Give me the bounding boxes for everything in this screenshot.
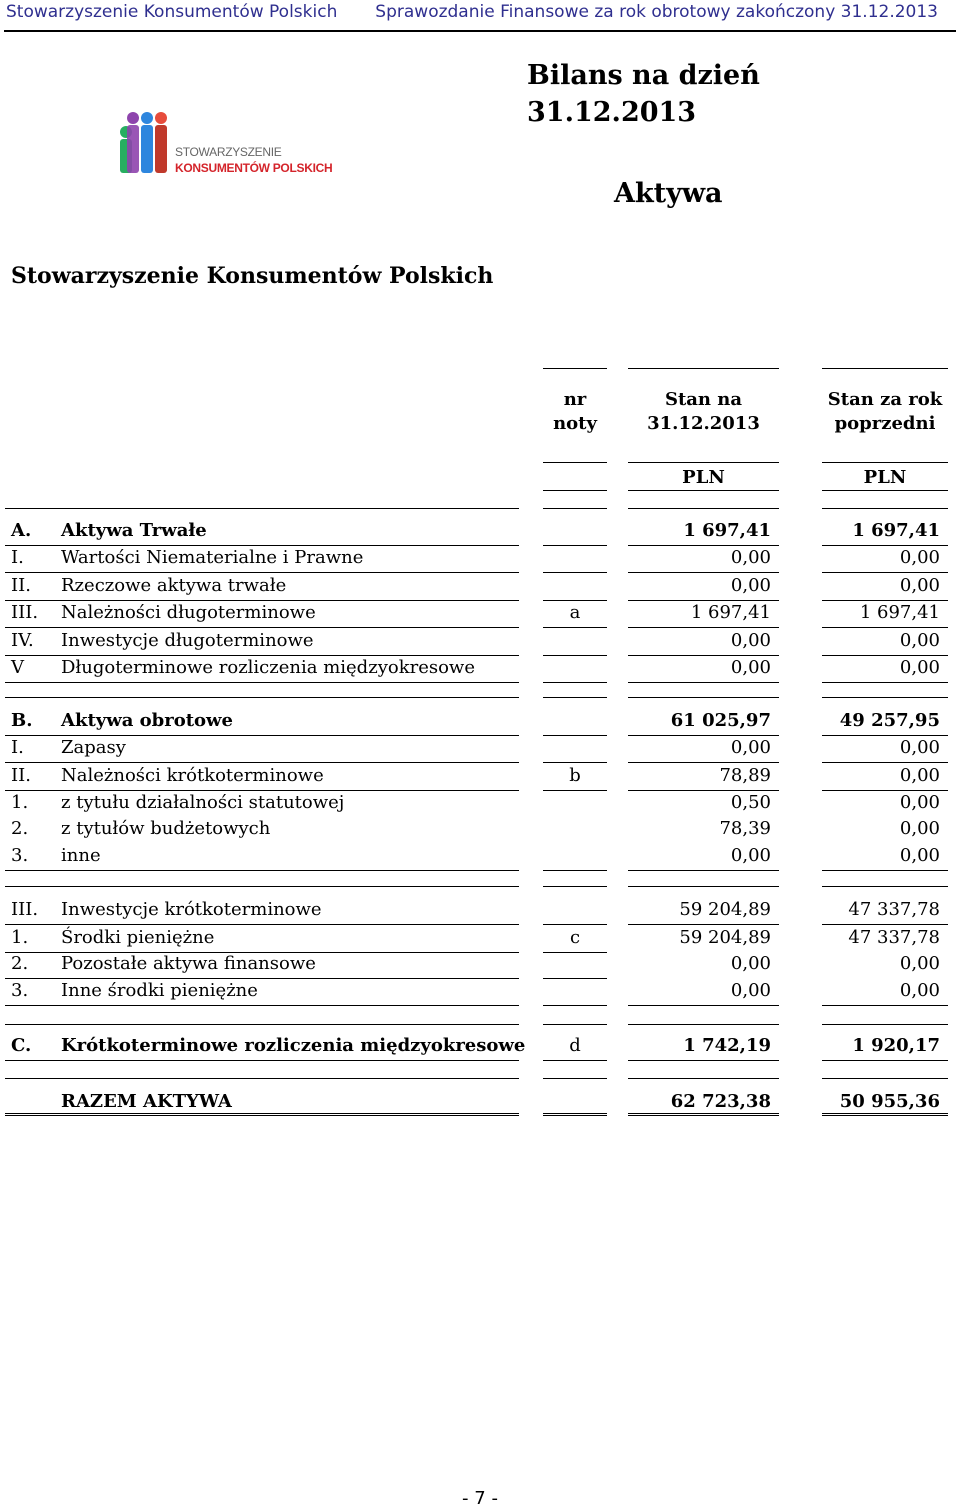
separator-rule (822, 1024, 948, 1025)
row-label: RAZEM AKTYWA (61, 1091, 232, 1112)
row-rule (5, 1005, 519, 1006)
row-note (543, 657, 607, 679)
row-rule (822, 682, 948, 683)
row-current-value: 0,00 (730, 547, 771, 568)
row-previous-value: 1 697,41 (852, 520, 940, 541)
row-rule (5, 762, 519, 763)
row-current-value: 59 204,89 (679, 927, 771, 948)
row-current-value: 0,00 (730, 953, 771, 974)
row-current-value: 0,00 (730, 657, 771, 678)
row-rule (822, 870, 948, 871)
row-rule (543, 1005, 607, 1006)
row-previous-value: 0,00 (899, 630, 940, 651)
row-note: c (569, 927, 581, 948)
row-number: 3. (11, 980, 29, 1001)
row-previous-value: 50 955,36 (839, 1091, 940, 1112)
total-double-rule (822, 1113, 948, 1116)
row-label: Należności długoterminowe (61, 602, 316, 623)
row-label: Należności krótkoterminowe (61, 765, 324, 786)
row-note (543, 953, 607, 975)
row-current-value: 1 742,19 (683, 1035, 771, 1056)
row-note: d (569, 1035, 581, 1056)
row-label: z tytułów budżetowych (61, 818, 271, 839)
row-rule (5, 572, 519, 573)
row-number: C. (11, 1035, 32, 1056)
row-current-value: 1 697,41 (690, 602, 771, 623)
row-rule (543, 762, 607, 763)
separator-rule (822, 697, 948, 698)
row-label: Aktywa obrotowe (61, 710, 233, 731)
row-rule (822, 924, 948, 925)
row-previous-value: 49 257,95 (839, 710, 940, 731)
row-rule (5, 655, 519, 656)
separator-rule (628, 508, 779, 509)
row-previous-value: 0,00 (899, 818, 940, 839)
row-number: 1. (11, 792, 29, 813)
row-label: Środki pieniężne (61, 927, 215, 948)
row-rule (628, 790, 779, 791)
row-note (543, 520, 607, 542)
row-previous-value: 0,00 (899, 737, 940, 758)
row-number: 2. (11, 953, 29, 974)
row-previous-value: 0,00 (899, 547, 940, 568)
row-previous-value: 0,00 (899, 845, 940, 866)
row-rule (628, 545, 779, 546)
row-label: Krótkoterminowe rozliczenia międzyokresowe (61, 1035, 526, 1056)
separator-rule (543, 1078, 607, 1079)
row-note (543, 710, 607, 732)
people-logo-icon (118, 108, 174, 178)
row-rule (543, 735, 607, 736)
row-current-value: 0,00 (730, 575, 771, 596)
row-number: III. (11, 602, 39, 623)
row-rule (822, 545, 948, 546)
row-rule (543, 572, 607, 573)
row-note (543, 630, 607, 652)
row-note (543, 737, 607, 759)
row-note (543, 575, 607, 597)
row-current-value: 0,00 (730, 980, 771, 1001)
row-current-value: 78,39 (719, 818, 771, 839)
row-rule (543, 978, 607, 979)
section-title: Aktywa (614, 178, 723, 209)
row-label: z tytułu działalności statutowej (61, 792, 345, 813)
balance-title: Bilans na dzień 31.12.2013 (527, 60, 760, 128)
row-number: IV. (11, 630, 34, 651)
row-rule (628, 762, 779, 763)
separator-rule (628, 1024, 779, 1025)
row-rule (822, 1005, 948, 1006)
row-previous-value: 47 337,78 (848, 927, 940, 948)
separator-rule (628, 1078, 779, 1079)
row-label: Inwestycje długoterminowe (61, 630, 314, 651)
row-note (543, 845, 607, 867)
col-previous-header: Stan za rok poprzedni (827, 389, 943, 434)
row-current-value: 78,89 (719, 765, 771, 786)
total-double-rule (628, 1113, 779, 1116)
row-rule (543, 870, 607, 871)
row-label: inne (61, 845, 101, 866)
row-rule (628, 870, 779, 871)
row-current-value: 0,00 (730, 845, 771, 866)
row-rule (543, 924, 607, 925)
page-header (4, 0, 956, 32)
row-label: Aktywa Trwałe (61, 520, 207, 541)
total-double-rule (543, 1113, 607, 1116)
col-previous-currency: PLN (863, 467, 907, 488)
separator-rule (543, 1024, 607, 1025)
row-rule (628, 572, 779, 573)
row-number: II. (11, 765, 31, 786)
row-rule (543, 627, 607, 628)
separator-rule (5, 886, 519, 887)
row-note (543, 980, 607, 1002)
row-previous-value: 47 337,78 (848, 899, 940, 920)
col-current-header: Stan na 31.12.2013 (647, 389, 760, 434)
row-rule (543, 600, 607, 601)
row-rule (822, 762, 948, 763)
row-rule (822, 655, 948, 656)
row-rule (628, 655, 779, 656)
row-rule (5, 790, 519, 791)
row-rule (543, 790, 607, 791)
row-rule (822, 572, 948, 573)
col-current-currency: PLN (682, 467, 725, 488)
separator-rule (5, 697, 519, 698)
row-number: III. (11, 899, 39, 920)
organization-name: Stowarzyszenie Konsumentów Polskich (11, 263, 494, 289)
row-previous-value: 0,00 (899, 765, 940, 786)
row-number: 3. (11, 845, 29, 866)
row-current-value: 62 723,38 (670, 1091, 771, 1112)
row-label: Wartości Niematerialne i Prawne (61, 547, 364, 568)
row-number: A. (11, 520, 32, 541)
row-current-value: 1 697,41 (683, 520, 771, 541)
organization-logo (118, 108, 348, 188)
row-rule (5, 600, 519, 601)
row-rule (628, 924, 779, 925)
row-current-value: 0,00 (730, 737, 771, 758)
row-previous-value: 0,00 (899, 792, 940, 813)
row-previous-value: 1 920,17 (852, 1035, 940, 1056)
row-note: a (569, 602, 581, 623)
separator-rule (628, 697, 779, 698)
row-rule (628, 600, 779, 601)
row-label: Pozostałe aktywa finansowe (61, 953, 316, 974)
row-rule (543, 1060, 607, 1061)
logo-text: STOWARZYSZENIE KONSUMENTÓW POLSKICH (175, 145, 333, 175)
separator-rule (543, 508, 607, 509)
row-number: V (11, 657, 24, 678)
row-rule (628, 627, 779, 628)
row-number (11, 1091, 59, 1113)
row-number: 2. (11, 818, 29, 839)
row-note (543, 547, 607, 569)
row-note: b (569, 765, 581, 786)
row-rule (628, 735, 779, 736)
separator-rule (822, 508, 948, 509)
row-current-value: 0,50 (730, 792, 771, 813)
row-rule (822, 627, 948, 628)
row-rule (5, 924, 519, 925)
row-rule (5, 627, 519, 628)
row-rule (543, 655, 607, 656)
row-rule (543, 545, 607, 546)
row-rule (5, 735, 519, 736)
col-note-header: nr noty (553, 389, 597, 434)
row-note (543, 1091, 607, 1113)
separator-rule (822, 1078, 948, 1079)
separator-rule (543, 886, 607, 887)
row-note (543, 818, 607, 840)
row-rule (5, 1060, 519, 1061)
row-label: Inne środki pieniężne (61, 980, 258, 1001)
row-rule (628, 1060, 779, 1061)
row-rule (628, 1005, 779, 1006)
row-previous-value: 0,00 (899, 575, 940, 596)
row-number: I. (11, 547, 24, 568)
row-previous-value: 0,00 (899, 657, 940, 678)
separator-rule (822, 886, 948, 887)
row-rule (822, 790, 948, 791)
page-number: - 7 - (462, 1488, 498, 1509)
row-rule (628, 682, 779, 683)
row-label: Długoterminowe rozliczenia międzyokresowe (61, 657, 475, 678)
row-rule (822, 735, 948, 736)
row-rule (5, 682, 519, 683)
row-rule (5, 978, 519, 979)
separator-rule (5, 508, 519, 509)
row-current-value: 61 025,97 (670, 710, 771, 731)
row-note (543, 899, 607, 921)
header-report-title: Sprawozdanie Finansowe za rok obrotowy zakończony 31.12.2013 (375, 2, 938, 22)
row-label: Rzeczowe aktywa trwałe (61, 575, 287, 596)
row-current-value: 59 204,89 (679, 899, 771, 920)
row-previous-value: 1 697,41 (859, 602, 940, 623)
row-note (543, 792, 607, 814)
total-double-rule (5, 1113, 519, 1116)
row-number: 1. (11, 927, 29, 948)
separator-rule (5, 1024, 519, 1025)
row-label: Inwestycje krótkoterminowe (61, 899, 322, 920)
row-previous-value: 0,00 (899, 953, 940, 974)
row-rule (822, 1060, 948, 1061)
row-label: Zapasy (61, 737, 126, 758)
separator-rule (628, 886, 779, 887)
row-rule (5, 870, 519, 871)
row-rule (5, 545, 519, 546)
row-number: B. (11, 710, 33, 731)
row-previous-value: 0,00 (899, 980, 940, 1001)
row-rule (543, 682, 607, 683)
row-current-value: 0,00 (730, 630, 771, 651)
header-org: Stowarzyszenie Konsumentów Polskich (6, 2, 338, 22)
separator-rule (5, 1078, 519, 1079)
row-number: I. (11, 737, 24, 758)
separator-rule (543, 697, 607, 698)
row-number: II. (11, 575, 31, 596)
row-rule (822, 600, 948, 601)
